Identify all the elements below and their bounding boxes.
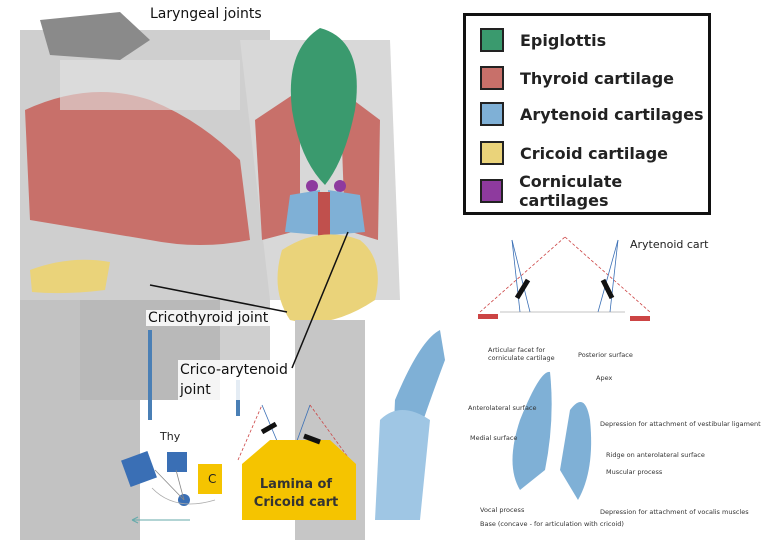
legend-item-cricoid <box>480 139 668 167</box>
annotation-posterior-surface: Posterior surface <box>578 351 633 359</box>
annotation-apex: Apex <box>596 374 613 382</box>
annotation-muscular-process: Muscular process <box>606 468 663 476</box>
annotation-vestibular-ligament: Depression for attachment of vestibular ligament <box>600 420 761 428</box>
lamina-line2: Cricoid cart <box>253 495 339 510</box>
legend-label: Epiglottis <box>520 30 607 50</box>
thy-label: Thy <box>160 430 181 443</box>
legend-label: Arytenoid cartilages <box>520 104 704 124</box>
legend-swatch <box>480 28 504 52</box>
legend-swatch <box>480 66 504 90</box>
legend-label: Cricoid cartilage <box>520 143 668 163</box>
color-legend <box>463 13 711 215</box>
annotation-medial-surface: Medial surface <box>470 434 518 442</box>
legend-item-thyroid <box>480 64 674 92</box>
legend-swatch <box>480 102 504 126</box>
legend-swatch <box>480 141 504 165</box>
annotation-ridge: Ridge on anterolateral surface <box>606 451 705 459</box>
lamina-cricoid-label <box>246 476 346 512</box>
legend-item-arytenoid <box>480 100 704 128</box>
legend-item-epiglottis <box>480 26 606 54</box>
annotation-articular-facet: Articular facet for corniculate cartilage <box>488 346 555 362</box>
arytenoid-cart-label: Arytenoid cart <box>630 238 709 251</box>
lamina-line1: Lamina of <box>259 477 333 492</box>
cricoarytenoid-joint-label <box>178 360 290 400</box>
arytenoid-cart-diagram <box>478 237 650 321</box>
annotation-base: Base (concave - for articulation with cricoid) <box>480 520 624 528</box>
page-title: Laryngeal joints <box>150 6 262 22</box>
c-label: C <box>208 472 217 486</box>
legend-label: Thyroid cartilage <box>520 68 675 88</box>
cricothyroid-joint-label: Cricothyroid joint <box>148 310 269 326</box>
cricoarytenoid-line1: Crico-arytenoid <box>180 362 288 378</box>
cricoarytenoid-line2: joint <box>180 382 211 398</box>
legend-swatch <box>480 179 503 203</box>
legend-label: Corniculate cartilages <box>519 172 623 210</box>
annotation-vocalis-depression: Depression for attachment of vocalis muscles <box>600 508 749 516</box>
annotation-vocal-process: Vocal process <box>480 506 525 514</box>
legend-item-corniculate <box>480 172 708 210</box>
annotation-anterolateral-surface: Anterolateral surface <box>468 404 537 412</box>
